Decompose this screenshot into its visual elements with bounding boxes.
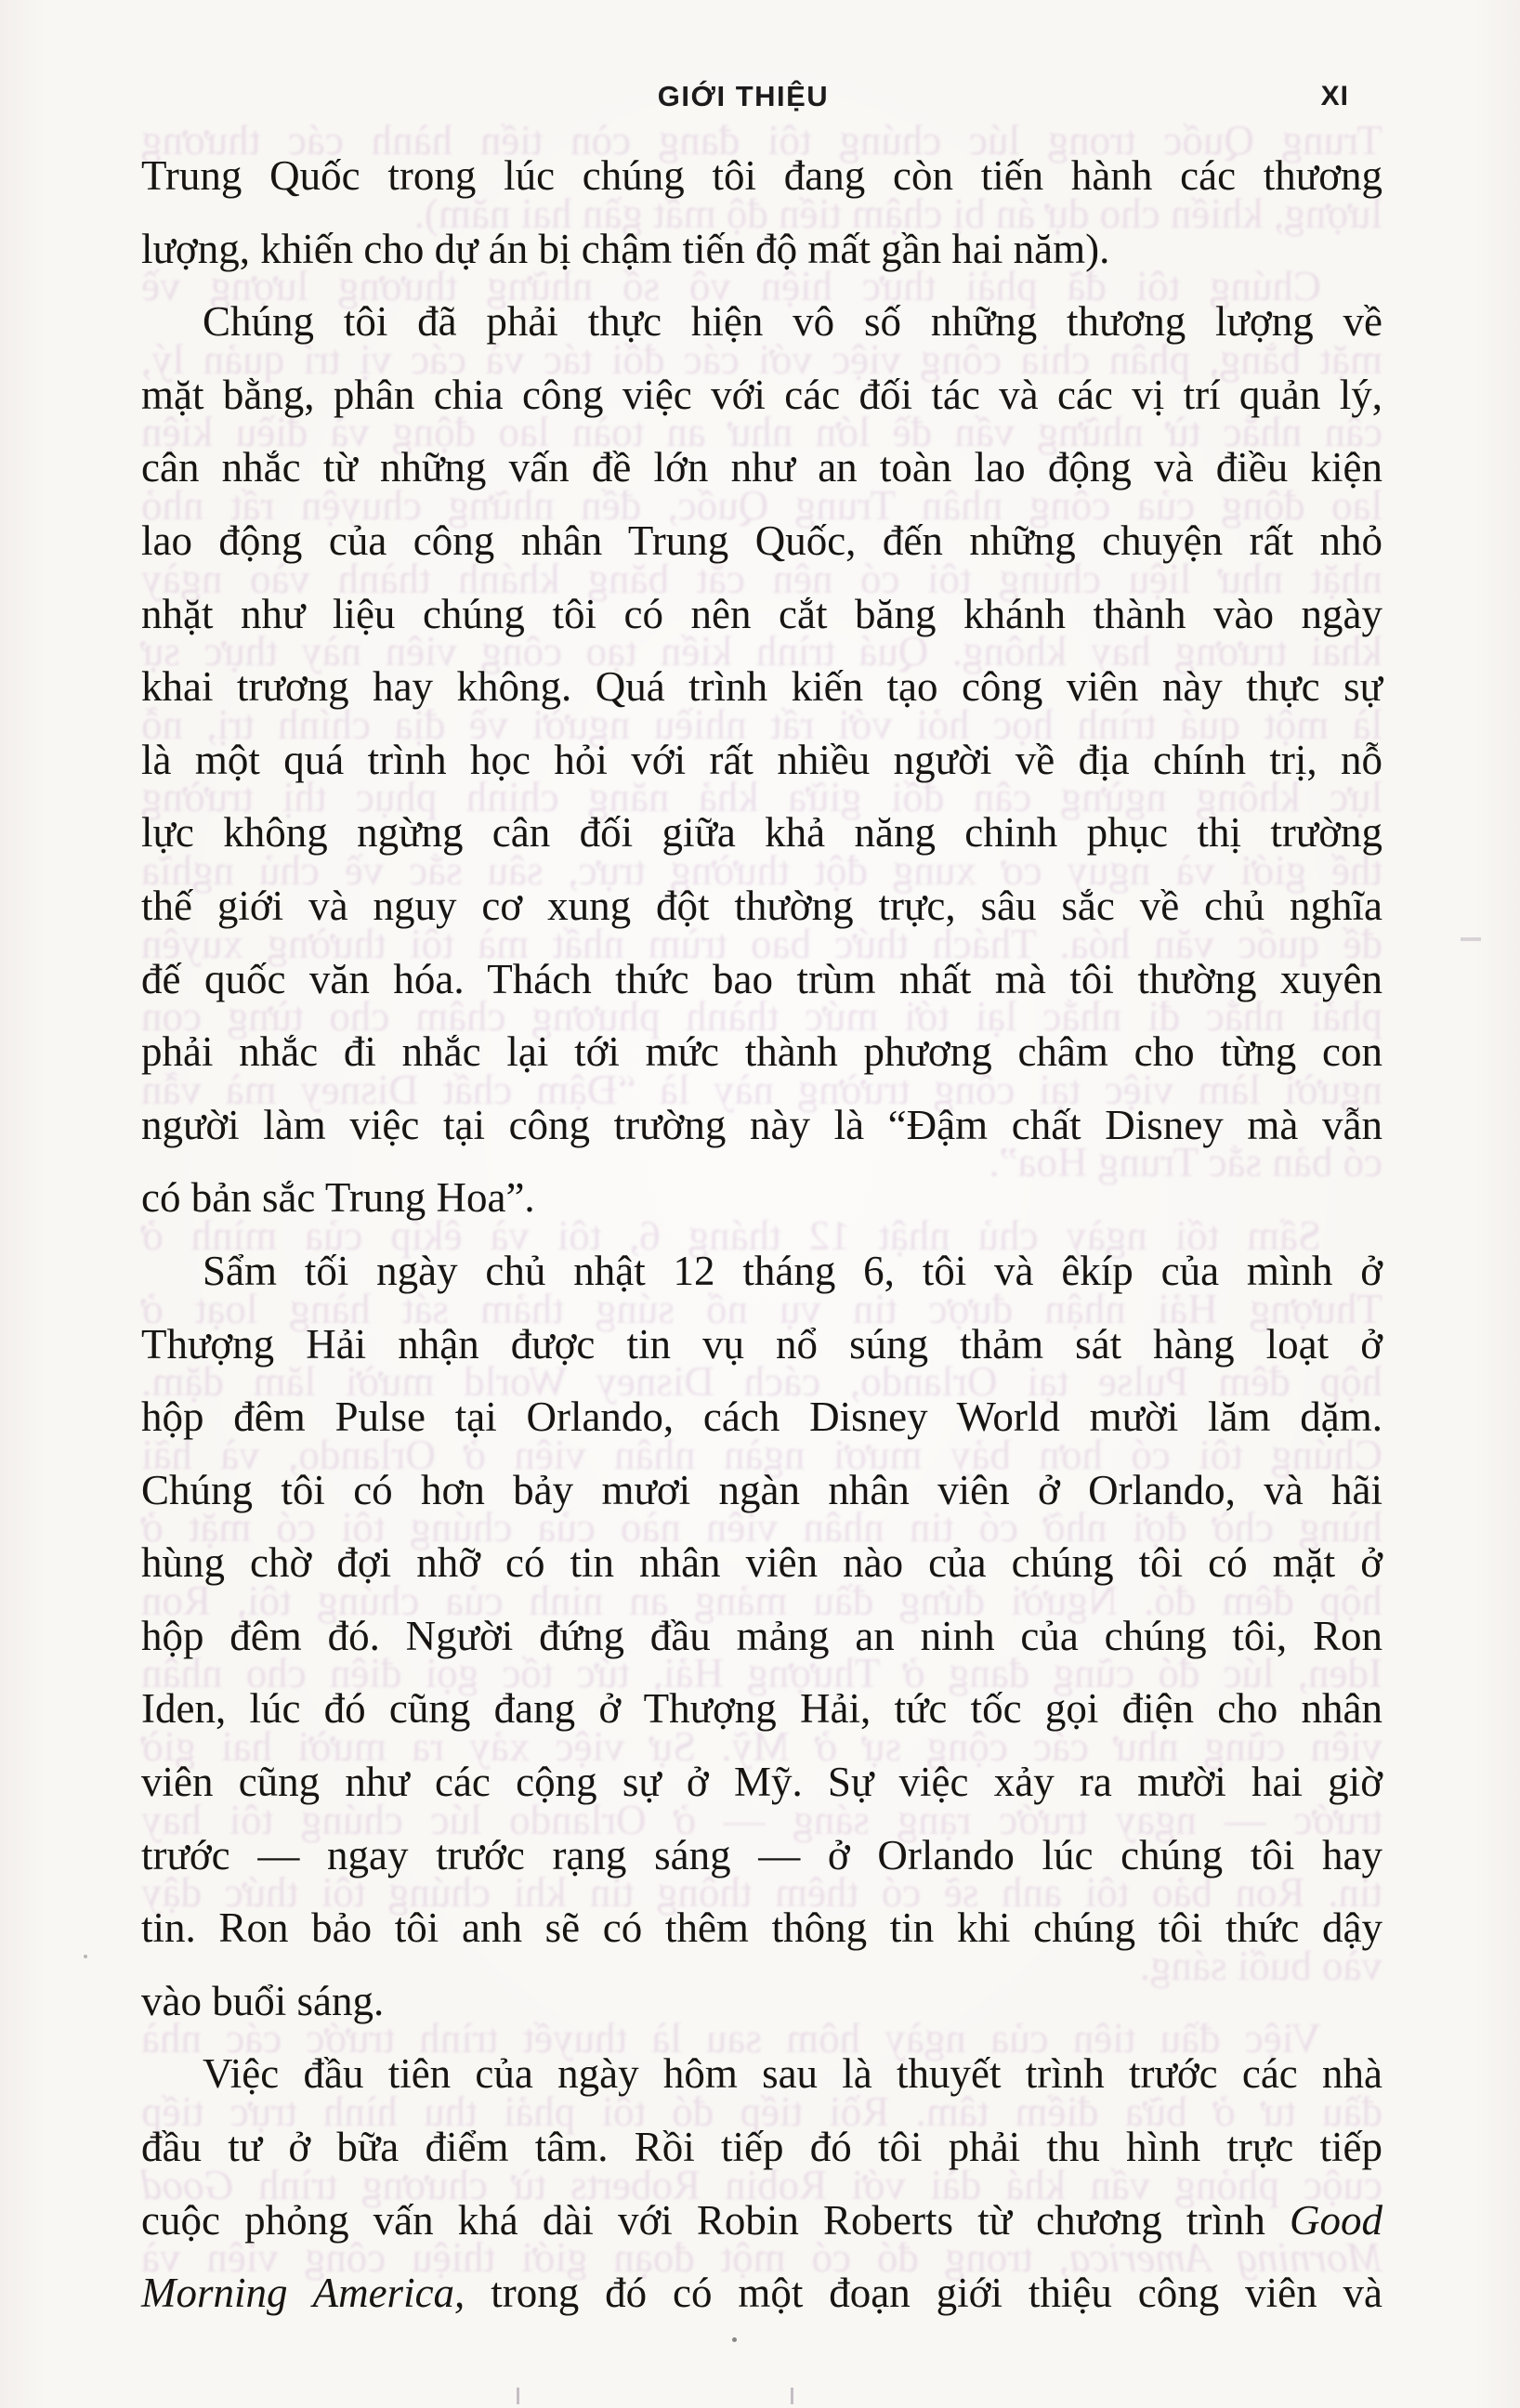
text-run: Chúng tôi có hơn bảy mươi ngàn nhân viên ở Orlando, và hãi [141,1431,1382,1478]
text-run: mặt bằng, phân chia công việc với các đối tác và các vị trí quản lý, [141,335,1382,383]
text-run: mặt bằng, phân chia công việc với các đối tác và các vị trí quản lý, [141,371,1382,418]
text-run: lượng, khiến cho dự án bị chậm tiến độ mất gần hai năm). [413,190,1382,237]
text-run: phải nhắc đi nhắc lại tới mức thành phương châm cho từng con [141,1028,1382,1076]
text-run: Sẩm tối ngày chủ nhật 12 tháng 6, tôi và êkíp của mình ở [141,1211,1321,1259]
text-run: Good [141,2161,234,2208]
text-line [141,504,1382,578]
text-line [141,1819,1382,1892]
scan-artifact [732,2337,737,2342]
text-run: Iden, lúc đó cũng đang ở Thượng Hải, tức tốc gọi điện cho nhân [141,1685,1382,1733]
text-run: đầu tư ở bữa điểm tâm. Rồi tiếp đó tôi phải thu hình trực tiếp [141,2088,1382,2136]
text-run: Chúng tôi đã phải thực hiện vô số những thương lượng về [203,298,1382,346]
text-run: Chúng tôi đã phải thực hiện vô số những thương lượng về [141,263,1321,310]
text-run: lực không ngừng cân đối giữa khả năng chinh phục thị trường [141,774,1382,821]
text-run: người làm việc tại công trường này là “Đậm chất Disney mà vẫn [141,1066,1382,1113]
text-line [141,359,1382,432]
text-line [141,1965,1382,2038]
scan-artifact [84,1955,87,1958]
text-run: lao động của công nhân Trung Quốc, đến những chuyện rất nhỏ [141,481,1382,529]
text-run: Trung Quốc trong lúc chúng tôi đang còn tiến hành các thương [141,152,1382,199]
text-run: vào buổi sáng. [141,1977,385,2024]
text-run: trong đó có một đoạn giới thiệu công viên và [141,2234,1059,2282]
text-run: nhặt như liệu chúng tôi có nên cắt băng khánh thành vào ngày [141,555,1382,602]
text-line [141,1891,1382,1965]
scan-artifact [791,2388,793,2404]
text-run: hộp đêm đó. Người đứng đầu mảng an ninh của chúng tôi, Ron [141,1612,1382,1659]
text-line [141,1089,1382,1162]
text-line [141,1015,1382,1089]
text-line [141,1454,1382,1527]
scan-artifact [517,2388,519,2404]
text-run: hùng chờ đợi nhỡ có tin nhân viên nào của chúng tôi có mặt ở [141,1539,1382,1587]
text-line [141,1672,1382,1746]
text-run: Sẩm tối ngày chủ nhật 12 tháng 6, tôi và êkíp của mình ở [203,1247,1382,1294]
text-line [141,139,1382,213]
body-text [141,139,1382,2330]
text-line [141,1235,1382,1308]
text-run: cân nhắc từ những vấn đề lớn như an toàn lao động và điều kiện [141,409,1382,456]
text-run: đế quốc văn hóa. Thách thức bao trùm nhất mà tôi thường xuyên [141,920,1382,967]
text-line [141,1381,1382,1454]
text-run: thế giới và nguy cơ xung đột thường trực, sâu sắc về chủ nghĩa [141,882,1382,929]
text-run: khai trương hay không. Quá trình kiến tạo công viên này thực sự [141,628,1382,675]
text-run: có bản sắc Trung Hoa”. [989,1139,1382,1186]
text-run: Trung Quốc trong lúc chúng tôi đang còn tiến hành các thương [141,117,1382,164]
page-number: XI [1320,81,1349,111]
running-head-title: GIỚI THIỆU [657,80,830,112]
text-run: là một quá trình học hỏi với rất nhiều người về địa chính trị, nỗ [141,700,1382,748]
text-run: hùng chờ đợi nhỡ có tin nhân viên nào của chúng tôi có mặt ở [141,1504,1382,1551]
text-line [141,650,1382,724]
text-run: Việc đầu tiên của ngày hôm sau là thuyết trình trước các nhà [203,2050,1382,2098]
text-run: tin. Ron bảo tôi anh sẽ có thêm thông tin khi chúng tôi thức dậy [141,1869,1382,1917]
text-run: vào buổi sáng. [1139,1942,1382,1989]
text-line [141,285,1382,359]
text-run: thế giới và nguy cơ xung đột thường trực, sâu sắc về chủ nghĩa [141,846,1382,894]
text-line [141,431,1382,504]
text-run: tin. Ron bảo tôi anh sẽ có thêm thông tin khi chúng tôi thức dậy [141,1904,1382,1952]
text-run: hộp đêm đó. Người đứng đầu mảng an ninh của chúng tôi, Ron [141,1577,1382,1624]
text-run: Chúng tôi có hơn bảy mươi ngàn nhân viên ở Orlando, và hãi [141,1466,1382,1513]
text-run: Morning America, [1058,2234,1382,2282]
text-run: cân nhắc từ những vấn đề lớn như an toàn lao động và điều kiện [141,444,1382,491]
text-line [141,1746,1382,1819]
text-run: có bản sắc Trung Hoa”. [141,1174,535,1222]
text-run: đầu tư ở bữa điểm tâm. Rồi tiếp đó tôi phải thu hình trực tiếp [141,2124,1382,2171]
text-line [141,1600,1382,1673]
text-run: Morning America, [141,2270,465,2317]
text-run: trong đó có một đoạn giới thiệu công viên và [465,2270,1382,2317]
text-run: khai trương hay không. Quá trình kiến tạo công viên này thực sự [141,663,1382,711]
text-line [141,1526,1382,1600]
text-line [141,1308,1382,1381]
text-run: Thượng Hải nhận được tin vụ nổ súng thảm sát hàng loạt ở [141,1320,1382,1368]
text-line [141,578,1382,651]
text-run: Việc đầu tiên của ngày hôm sau là thuyết trình trước các nhà [141,2015,1321,2062]
text-run: cuộc phỏng vấn khá dài với Robin Roberts từ chương trình [141,2196,1290,2244]
text-line [141,2111,1382,2184]
text-run: trước — ngay trước rạng sáng — ở Orlando lúc chúng tôi hay [141,1831,1382,1878]
text-line [141,2037,1382,2111]
text-run: hộp đêm Pulse tại Orlando, cách Disney World mười lăm dặm. [141,1394,1382,1441]
text-run: Iden, lúc đó cũng đang ở Thượng Hải, tức tốc gọi điện cho nhân [141,1650,1382,1697]
text-run: Good [1290,2196,1382,2244]
text-run: hộp đêm Pulse tại Orlando, cách Disney World mười lăm dặm. [141,1358,1382,1406]
text-run: nhặt như liệu chúng tôi có nên cắt băng khánh thành vào ngày [141,590,1382,637]
text-line [141,943,1382,1016]
text-line [141,2184,1382,2258]
text-line [141,2257,1382,2330]
text-run: đế quốc văn hóa. Thách thức bao trùm nhất mà tôi thường xuyên [141,955,1382,1002]
text-run: viên cũng như các cộng sự ở Mỹ. Sự việc xảy ra mười hai giờ [141,1759,1382,1806]
text-line [141,796,1382,870]
text-line [141,870,1382,943]
text-line [141,213,1382,286]
text-line [141,724,1382,797]
text-run: là một quá trình học hỏi với rất nhiều người về địa chính trị, nỗ [141,736,1382,783]
text-run: cuộc phỏng vấn khá dài với Robin Roberts từ chương trình [234,2161,1382,2208]
text-run: lượng, khiến cho dự án bị chậm tiến độ mất gần hai năm). [141,225,1110,272]
text-run: lực không ngừng cân đối giữa khả năng chinh phục thị trường [141,809,1382,857]
scan-artifact [1461,937,1481,941]
text-run: người làm việc tại công trường này là “Đậm chất Disney mà vẫn [141,1101,1382,1148]
text-run: lao động của công nhân Trung Quốc, đến những chuyện rất nhỏ [141,517,1382,564]
text-run: phải nhắc đi nhắc lại tới mức thành phương châm cho từng con [141,993,1382,1040]
text-line [141,1161,1382,1235]
text-run: viên cũng như các cộng sự ở Mỹ. Sự việc xảy ra mười hai giờ [141,1723,1382,1771]
text-run: trước — ngay trước rạng sáng — ở Orlando lúc chúng tôi hay [141,1796,1382,1843]
text-run: Thượng Hải nhận được tin vụ nổ súng thảm sát hàng loạt ở [141,1285,1382,1332]
